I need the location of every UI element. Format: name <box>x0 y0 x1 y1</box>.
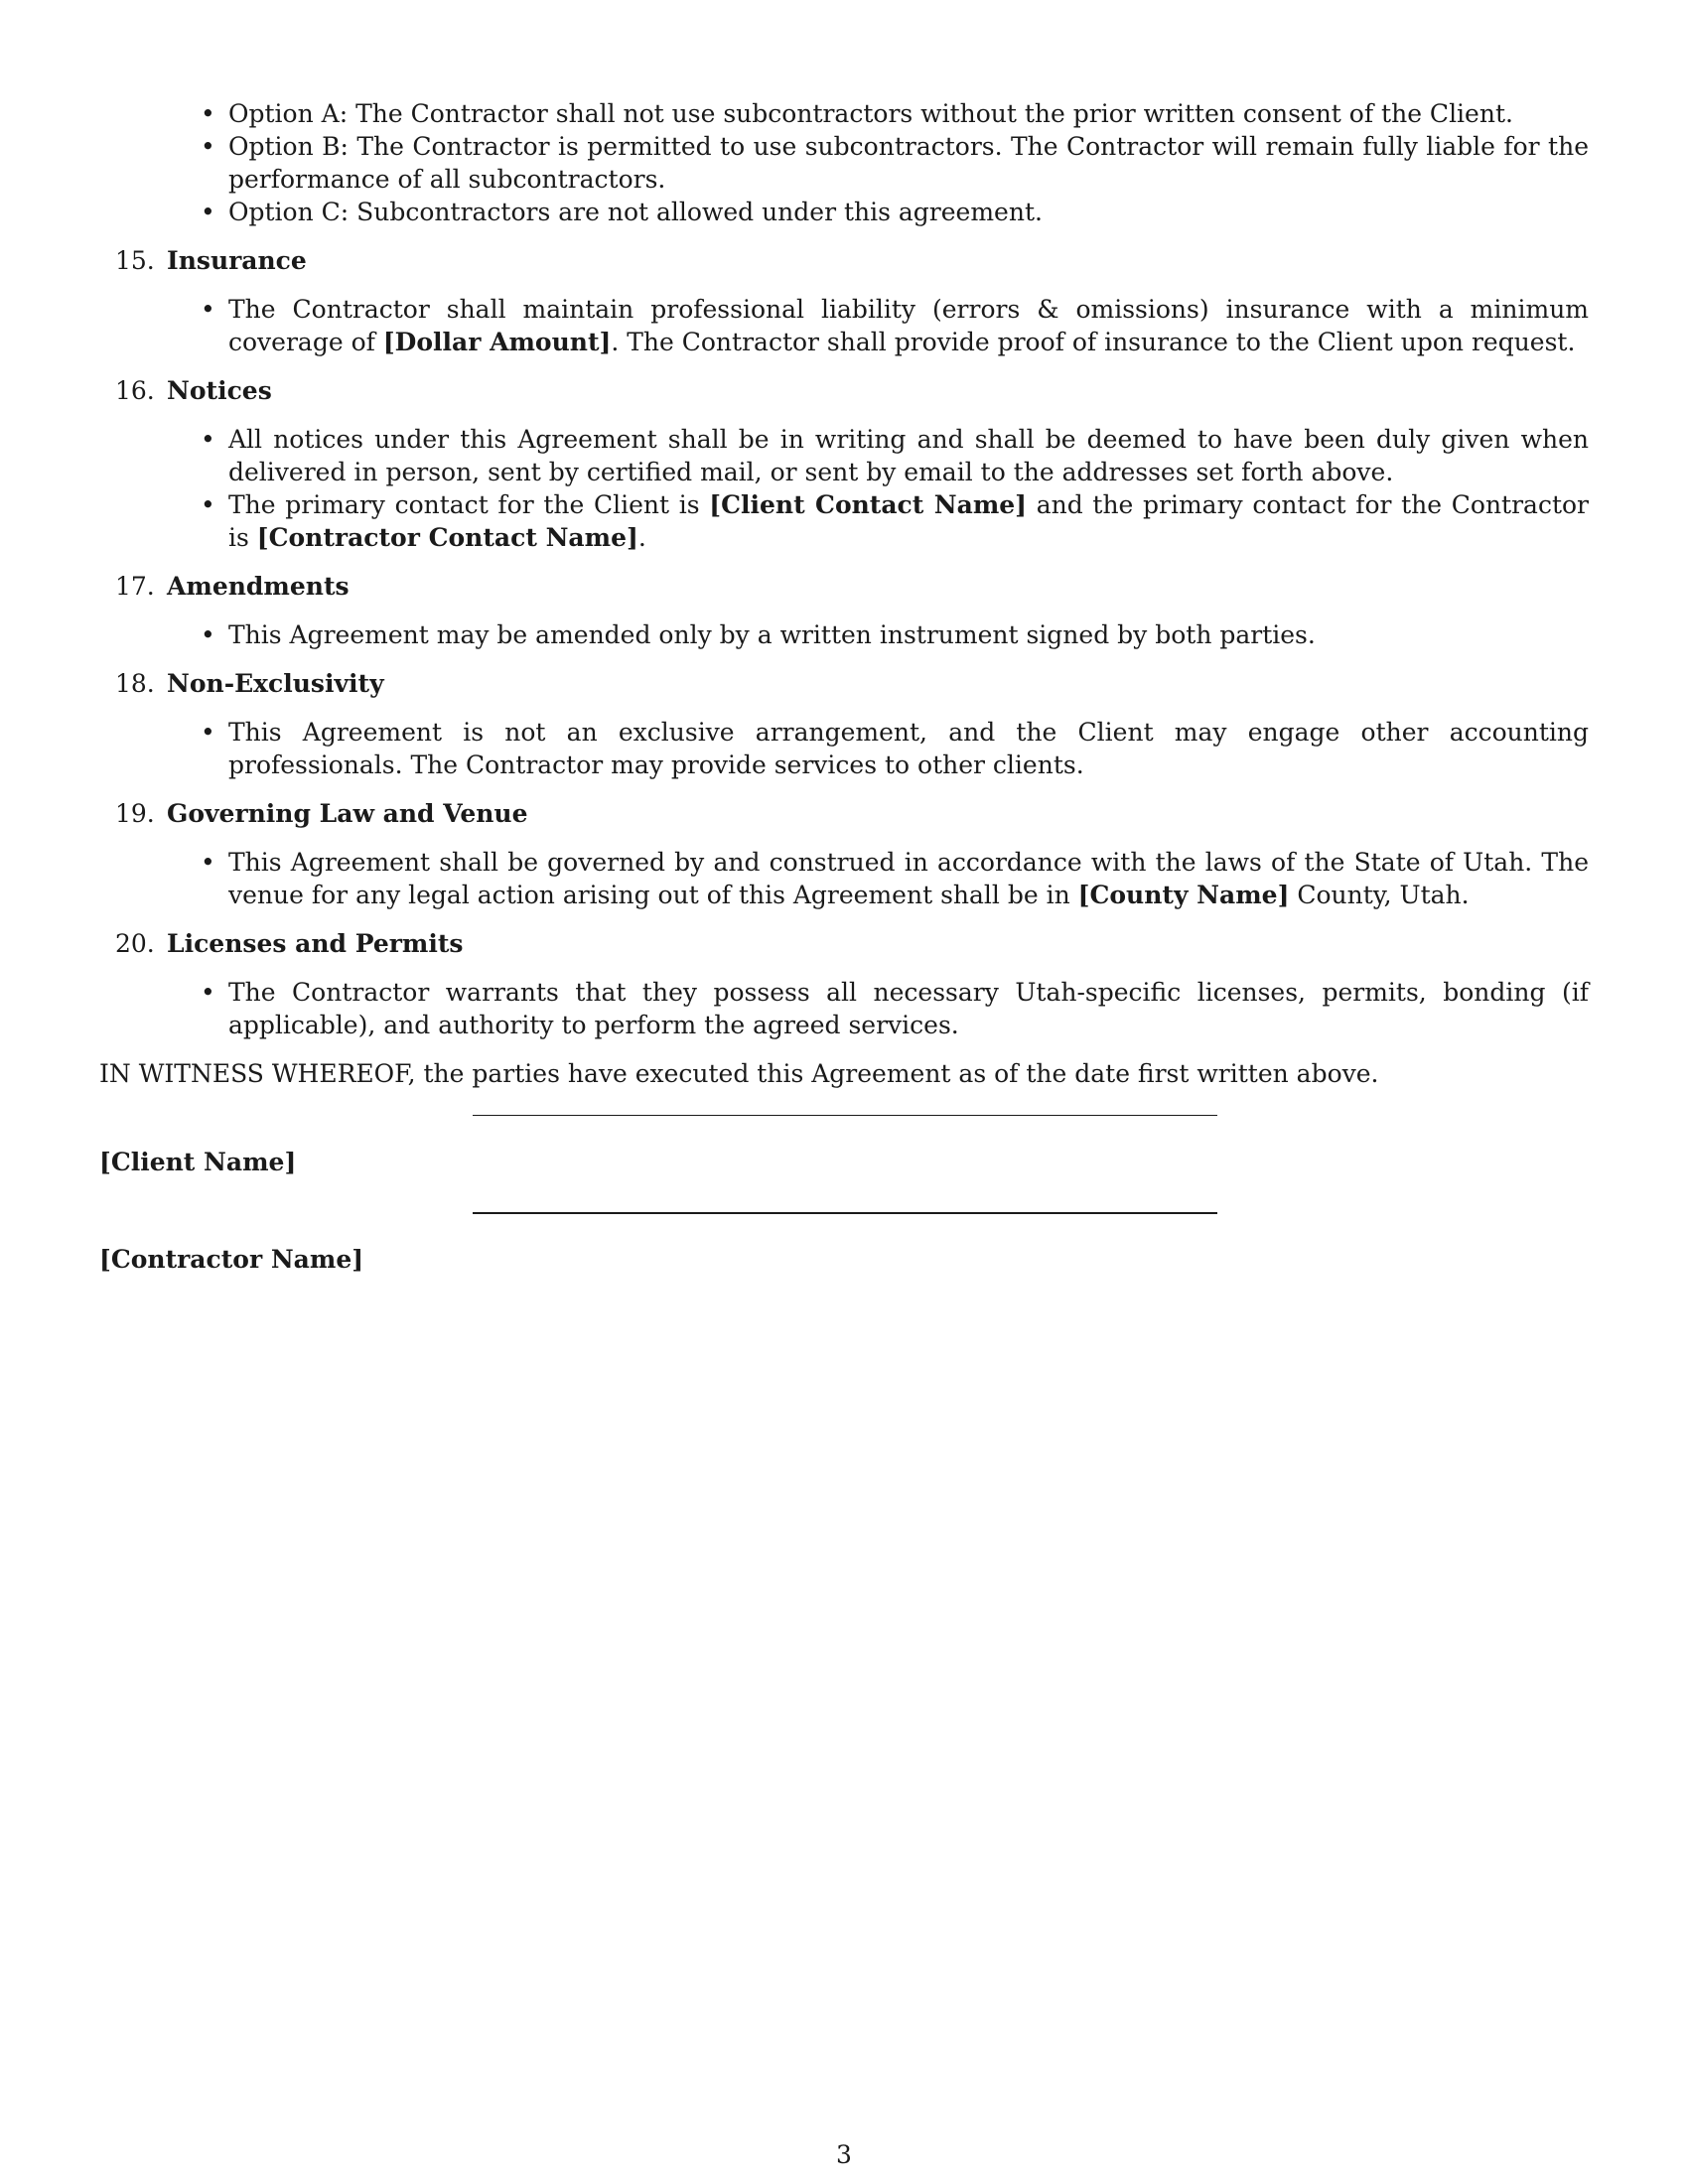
section-title: Governing Law and Venue <box>167 799 528 828</box>
page-number: 3 <box>836 2140 852 2169</box>
section-number: 20. <box>115 929 155 958</box>
signature-line <box>473 1212 1217 1214</box>
subcontractor-options-list <box>99 97 1589 228</box>
section-heading <box>99 374 1589 407</box>
section-number: 17. <box>115 572 155 601</box>
section-heading <box>99 244 1589 277</box>
section-number: 18. <box>115 669 155 698</box>
signature-block-client <box>99 1090 1589 1189</box>
client-name-label: [Client Name] <box>99 1148 297 1176</box>
section-heading <box>99 570 1589 603</box>
placeholder-dollar-amount: [Dollar Amount] <box>382 328 612 356</box>
section-number: 19. <box>115 799 155 828</box>
section-licenses <box>99 927 1589 1041</box>
list-item: • This Agreement shall be governed by and construed in accordance with the laws of the State of Utah. The venue for any legal action arising out of this Agreement shall be in [County Name] County, Utah. <box>99 846 1589 911</box>
signature-line <box>473 1115 1217 1116</box>
section-title: Insurance <box>167 246 307 275</box>
section-amendments <box>99 570 1589 651</box>
list-item: • All notices under this Agreement shall be in writing and shall be deemed to have been duly given when delivered in person, sent by certified mail, or sent by email to the addresses set forth above. <box>99 423 1589 488</box>
list-item: • Option A: The Contractor shall not use subcontractors without the prior written consent of the Client. <box>99 97 1589 130</box>
list-item: • The Contractor warrants that they possess all necessary Utah-specific licenses, permits, bonding (if applicable), and authority to perform the agreed services. <box>99 976 1589 1041</box>
placeholder-county-name: [County Name] <box>1077 881 1290 909</box>
witness-statement: IN WITNESS WHEREOF, the parties have executed this Agreement as of the date first written above. <box>99 1059 1379 1088</box>
section-insurance <box>99 244 1589 358</box>
placeholder-client-contact: [Client Contact Name] <box>709 490 1028 519</box>
signature-block-contractor <box>99 1189 1589 1289</box>
section-title: Licenses and Permits <box>167 929 464 958</box>
section-number: 16. <box>115 376 155 405</box>
section-heading <box>99 927 1589 960</box>
list-item: • This Agreement may be amended only by a written instrument signed by both parties. <box>99 618 1589 651</box>
list-item: • Option C: Subcontractors are not allowed under this agreement. <box>99 196 1589 228</box>
section-number: 15. <box>115 246 155 275</box>
section-non-exclusivity <box>99 667 1589 781</box>
section-title: Notices <box>167 376 272 405</box>
list-item: • Option B: The Contractor is permitted to use subcontractors. The Contractor will remain fully liable for the performance of all subcontractors. <box>99 130 1589 196</box>
section-title: Amendments <box>167 572 350 601</box>
placeholder-contractor-contact: [Contractor Contact Name] <box>256 523 638 552</box>
document-page <box>99 97 1589 1289</box>
section-notices <box>99 374 1589 554</box>
section-title: Non-Exclusivity <box>167 669 384 698</box>
list-item: • This Agreement is not an exclusive arrangement, and the Client may engage other accounting professionals. The Contractor may provide services to other clients. <box>99 716 1589 781</box>
section-heading <box>99 667 1589 700</box>
list-item: • The primary contact for the Client is [Client Contact Name] and the primary contact for the Contractor is [Contractor Contact Name]. <box>99 488 1589 554</box>
section-governing-law <box>99 797 1589 911</box>
section-heading <box>99 797 1589 830</box>
list-item: • The Contractor shall maintain professional liability (errors & omissions) insurance with a minimum coverage of [Dollar Amount]. The Contractor shall provide proof of insurance to the Client upon request. <box>99 293 1589 358</box>
contractor-name-label: [Contractor Name] <box>99 1245 364 1274</box>
